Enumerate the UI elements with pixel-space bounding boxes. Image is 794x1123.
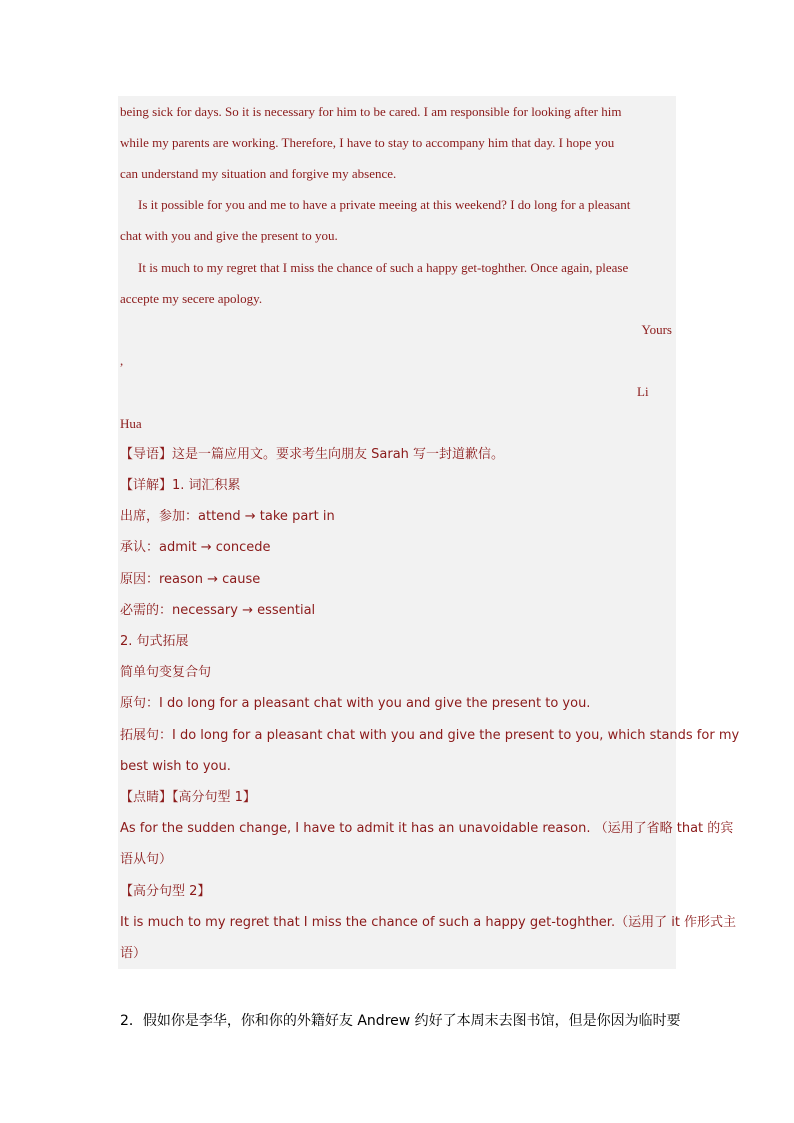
point-sentence: It is much to my regret that I miss the chance of such a happy get-toghther.（运用了 it 作形式主 [120,915,737,930]
point-heading: 【点睛】【高分句型 1】 [120,790,256,805]
vocab-item: 必需的：necessary → essential [120,603,316,618]
letter-line: chat with you and give the present to you. [120,228,338,243]
question-text: 2．假如你是李华，你和你的外籍好友 Andrew 约好了本周末去图书馆，但是你因为临时要 [120,1013,681,1029]
letter-signature: Hua [120,416,142,431]
letter-line: It is much to my regret that I miss the chance of such a happy get-toghther. Once again, please [138,260,629,275]
original-sentence: 原句：I do long for a pleasant chat with you and give the present to you. [120,696,591,711]
vocab-item: 出席，参加：attend → take part in [120,509,335,524]
expanded-sentence: best wish to you. [120,759,231,774]
point-sentence: 语从句） [120,852,173,867]
vocab-item: 原因：reason → cause [120,572,261,587]
point-sentence: As for the sudden change, I have to admit it has an unavoidable reason. （运用了省略 that 的宾 [120,821,734,836]
point-sentence: 语） [120,946,147,961]
section-heading: 2. 句式拓展 [120,634,189,649]
section-subheading: 简单句变复合句 [120,665,212,680]
answer-block [118,96,676,969]
letter-line: Is it possible for you and me to have a private meeing at this weekend? I do long for a pleasant [138,197,631,212]
letter-closing: Yours [641,322,672,337]
letter-line: while my parents are working. Therefore, I have to stay to accompany him that day. I hope you [120,135,615,150]
letter-comma: , [120,353,124,368]
detail-heading: 【详解】1. 词汇积累 [120,478,241,493]
letter-line: can understand my situation and forgive my absence. [120,166,397,181]
vocab-item: 承认：admit → concede [120,540,271,555]
letter-line: being sick for days. So it is necessary for him to be cared. I am responsible for looking after him [120,104,622,119]
letter-line: accepte my secere apology. [120,291,263,306]
guide-text: 【导语】这是一篇应用文。要求考生向朋友 Sarah 写一封道歉信。 [120,447,505,462]
point-heading: 【高分句型 2】 [120,884,211,899]
expanded-sentence: 拓展句：I do long for a pleasant chat with you and give the present to you, which stands for my [120,728,740,743]
letter-signature: Li [637,384,649,399]
